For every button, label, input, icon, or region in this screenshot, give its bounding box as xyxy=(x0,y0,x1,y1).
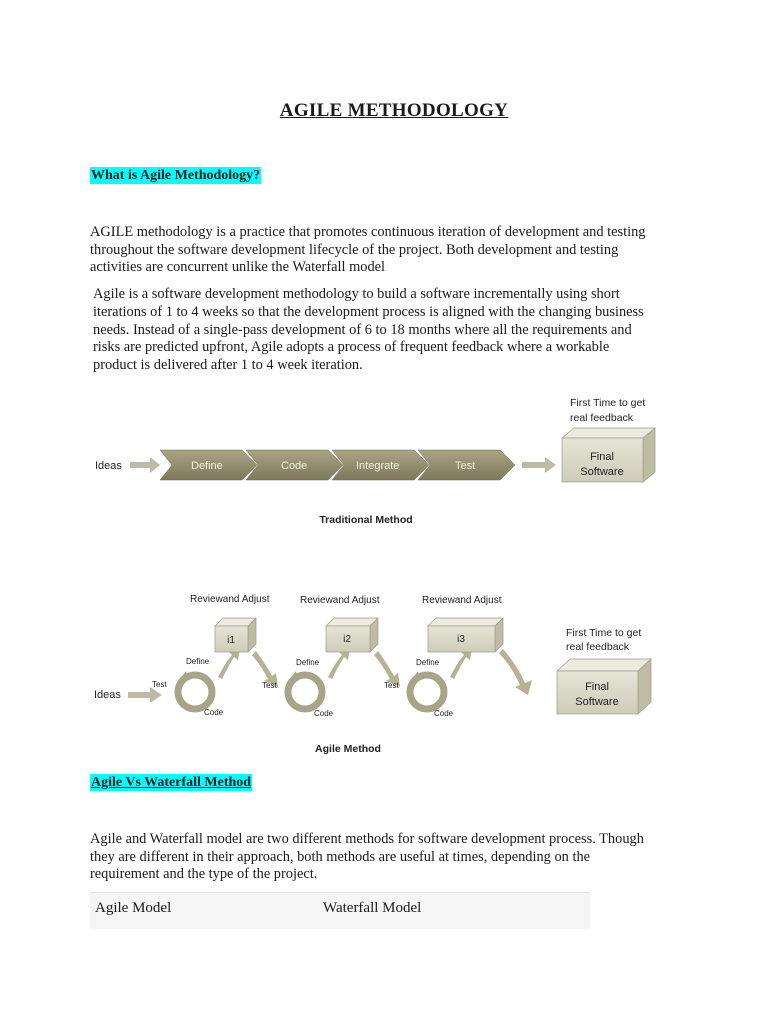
final-box-top xyxy=(557,659,651,671)
first-feedback-note-line1: First Time to get xyxy=(566,627,642,639)
test-label: Test xyxy=(152,680,167,689)
code-label: Code xyxy=(434,709,454,718)
comparison-line: requirement and the type of the project. xyxy=(90,866,318,882)
arrow-icon xyxy=(522,457,556,473)
stage-define-label: Define xyxy=(191,460,223,472)
iteration-label-i1: i1 xyxy=(227,635,235,646)
define-label: Define xyxy=(416,658,440,667)
test-label: Test xyxy=(384,681,399,690)
definition-line: Agile is a software development methodology to build a software incrementally using short xyxy=(93,286,620,302)
review-label-3: Reviewand Adjust xyxy=(422,595,502,606)
define-label: Define xyxy=(186,657,210,666)
comparison-line: they are different in their approach, both methods are useful at times, depending on the xyxy=(90,848,591,865)
first-feedback-note-line2: real feedback xyxy=(570,412,634,424)
definition-line: risks are predicted upfront, Agile adopts a process of frequent feedback where a workable xyxy=(93,339,610,356)
stage-integrate-label: Integrate xyxy=(356,460,400,472)
agile-method-diagram xyxy=(0,585,768,760)
traditional-method-diagram xyxy=(0,390,768,540)
intro-line: throughout the software development lifecycle of the project. Both development and testing xyxy=(90,241,619,258)
first-feedback-note-line2: real feedback xyxy=(566,641,630,653)
arrow-icon xyxy=(130,457,160,473)
final-box-top xyxy=(562,428,655,438)
final-label-line1: Final xyxy=(590,451,614,463)
first-feedback-note-line1: First Time to get xyxy=(570,397,646,409)
cycle-ring-1 xyxy=(178,675,212,709)
ideas-label: Ideas xyxy=(94,689,121,701)
intro-paragraph xyxy=(90,224,690,277)
agile-caption: Agile Method xyxy=(315,743,381,755)
intro-line: AGILE methodology is a practice that promotes continuous iteration of development and testing xyxy=(90,224,646,240)
ideas-label: Ideas xyxy=(95,460,122,472)
comparison-table-header xyxy=(90,892,590,929)
definition-line: product is delivered after 1 to 4 week iteration. xyxy=(93,357,363,374)
arrow-icon xyxy=(128,687,162,703)
final-label-line1: Final xyxy=(585,681,609,693)
code-label: Code xyxy=(204,708,224,717)
iteration-box-top xyxy=(428,618,503,626)
iteration-label-i3: i3 xyxy=(457,634,465,645)
intro-line: activities are concurrent unlike the Waterfall model xyxy=(90,259,386,275)
traditional-caption: Traditional Method xyxy=(319,514,413,526)
definition-line: needs. Instead of a single-pass development of 6 to 18 months where all the requirements and xyxy=(93,321,632,338)
cycle-ring-2 xyxy=(288,675,322,709)
table-header-waterfall: Waterfall Model xyxy=(323,900,422,916)
table-header-agile: Agile Model xyxy=(95,900,172,916)
comparison-paragraph xyxy=(90,831,690,884)
cycle-ring-3 xyxy=(410,675,444,709)
review-label-1: Reviewand Adjust xyxy=(190,594,270,605)
final-label-line2: Software xyxy=(575,696,619,708)
section-heading-what-is-agile: What is Agile Methodology? xyxy=(91,168,261,183)
iteration-label-i2: i2 xyxy=(343,634,351,645)
stage-code-label: Code xyxy=(281,460,308,472)
review-label-2: Reviewand Adjust xyxy=(300,595,380,606)
page-title: AGILE METHODOLOGY xyxy=(279,100,509,121)
final-label-line2: Software xyxy=(580,466,624,478)
define-label: Define xyxy=(296,658,320,667)
section-heading-agile-vs-waterfall: Agile Vs Waterfall Method xyxy=(91,775,252,790)
iteration-box-top xyxy=(326,618,378,626)
stage-test-label: Test xyxy=(455,460,476,472)
final-box-side xyxy=(643,428,655,482)
code-label: Code xyxy=(314,709,334,718)
definition-line: iterations of 1 to 4 weeks so that the development process is aligned with the changing business xyxy=(93,303,644,320)
test-label: Test xyxy=(262,681,277,690)
comparison-line: Agile and Waterfall model are two different methods for software development process. Though xyxy=(90,831,644,847)
down-arrow-icon xyxy=(499,649,532,695)
agile-definition-paragraph xyxy=(93,286,673,375)
